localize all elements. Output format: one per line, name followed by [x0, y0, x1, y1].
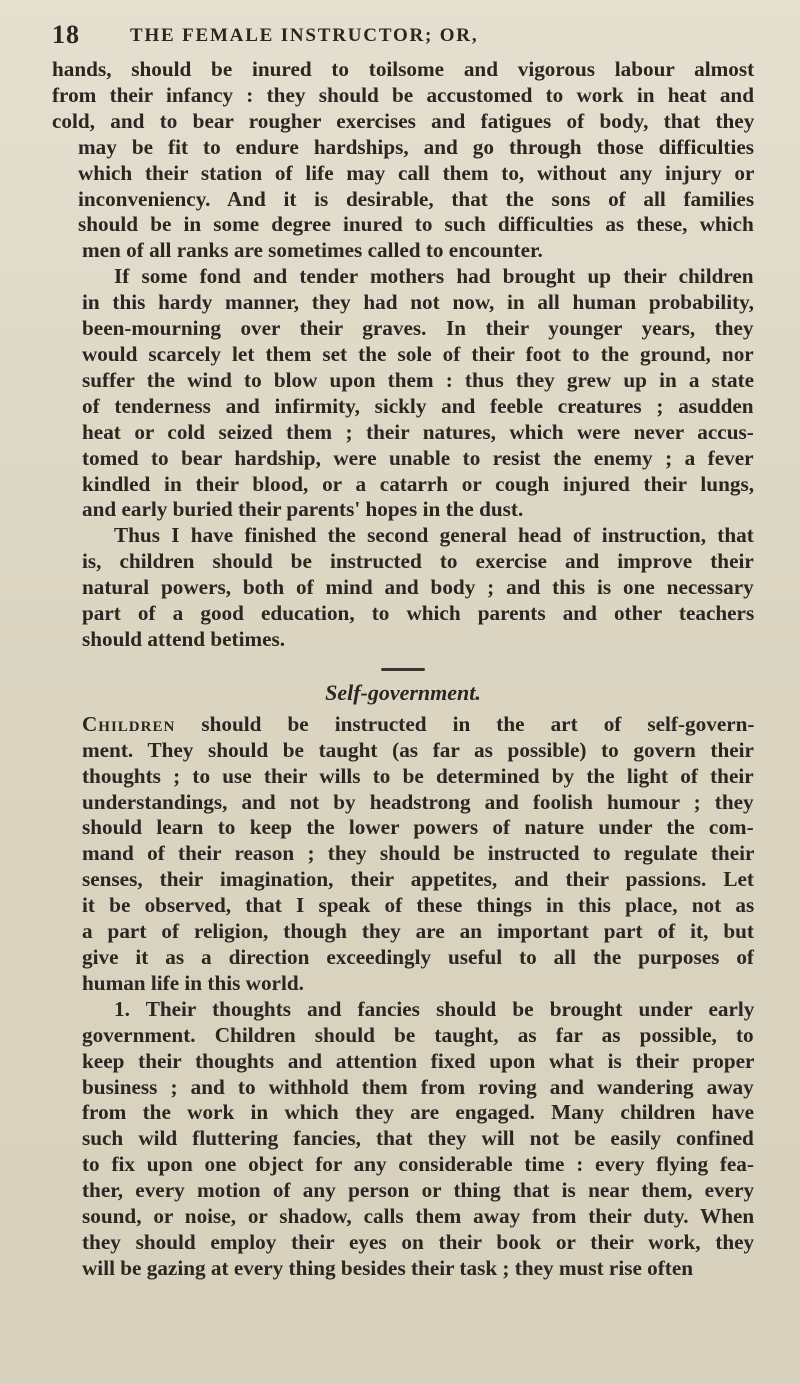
- text-line: natural powers, both of mind and body ; and this is one necessary: [82, 575, 754, 600]
- text-line: 1. Their thoughts and fancies should be brought under early: [114, 996, 755, 1021]
- text-line: in this hardy manner, they had not now, in all human probability,: [82, 290, 754, 315]
- paragraph-hardships: [52, 57, 754, 264]
- text-line: sound, or noise, or shadow, calls them away from their duty. When: [82, 1204, 755, 1229]
- section-title: Self-government.: [325, 679, 481, 705]
- text-line: would scarcely let them set the sole of their foot to the ground, nor: [82, 341, 754, 366]
- text-line: kindled in their blood, or a catarrh or cough injured their lungs,: [82, 471, 755, 496]
- paragraph-thoughts-fancies: [52, 997, 754, 1282]
- text-line: government. Children should be taught, as far as possible, to: [82, 1022, 754, 1047]
- page-number: 18: [52, 20, 80, 49]
- text-line: which their station of life may call them to, without any injury or: [78, 160, 755, 185]
- text-line: inconveniency. And it is desirable, that the sons of all families: [78, 186, 755, 211]
- text-line: should attend betimes.: [82, 626, 286, 651]
- text-line: men of all ranks are sometimes called to encounter.: [82, 238, 543, 263]
- text-line: may be fit to endure hardships, and go through those difficulties: [78, 134, 755, 159]
- text-line: senses, their imagination, their appetites, and their passions. Let: [82, 867, 754, 892]
- paragraph-self-government: [52, 712, 754, 997]
- text-line: such wild fluttering fancies, that they will not be easily confined: [82, 1126, 754, 1151]
- text-line: should learn to keep the lower powers of nature under the com-: [82, 815, 754, 840]
- text-line: been-mourning over their graves. In their younger years, they: [82, 316, 754, 341]
- text-line: from their infancy : they should be accustomed to work in heat and: [52, 82, 754, 107]
- text-line: it be observed, that I speak of these things in this place, not as: [82, 893, 755, 918]
- text-line: and early buried their parents' hopes in the dust.: [82, 497, 524, 522]
- paragraph-fond-mothers: [52, 264, 754, 523]
- text-line: mand of their reason ; they should be instructed to regulate their: [82, 841, 755, 866]
- lead-line-rest: should be instructed in the art of self-govern-: [201, 711, 755, 736]
- paragraph-second-head: [52, 523, 754, 653]
- running-head: THE FEMALE INSTRUCTOR; OR,: [130, 25, 479, 46]
- text-line: [52, 712, 754, 738]
- text-line: thoughts ; to use their wills to be determined by the light of their: [82, 763, 754, 788]
- text-line: business ; and to withhold them from roving and wandering away: [82, 1074, 754, 1099]
- lead-word: Children: [82, 711, 176, 736]
- text-line: cold, and to bear rougher exercises and fatigues of body, that they: [52, 108, 755, 133]
- text-line: give it as a direction exceedingly useful to all the purposes of: [82, 945, 754, 969]
- text-line: suffer the wind to blow upon them : thus they grew up in a state: [82, 367, 755, 392]
- text-line: is, children should be instructed to exercise and improve their: [82, 549, 754, 574]
- text-line: keep their thoughts and attention fixed upon what is their proper: [82, 1048, 755, 1073]
- text-line: of tenderness and infirmity, sickly and feeble creatures ; asudden: [82, 393, 754, 418]
- text-line: understandings, and not by headstrong and foolish humour ; they: [82, 789, 754, 814]
- text-line: If some fond and tender mothers had brought up their children: [114, 264, 754, 289]
- section-divider: [381, 668, 425, 671]
- page-header: [52, 18, 754, 52]
- text-line: from the work in which they are engaged. Many children have: [82, 1100, 755, 1125]
- text-line: they should employ their eyes on their book or their work, they: [82, 1229, 755, 1254]
- text-line: hands, should be inured to toilsome and vigorous labour almost: [52, 57, 755, 81]
- text-line: Thus I have finished the second general head of instruction, that: [114, 523, 754, 548]
- text-line: ment. They should be taught (as far as possible) to govern their: [82, 737, 754, 762]
- text-line: will be gazing at every thing besides their task ; they must rise often: [82, 1255, 694, 1280]
- text-line: tomed to bear hardship, were unable to resist the enemy ; a fever: [82, 445, 754, 470]
- text-line: should be in some degree inured to such difficulties as these, which: [78, 212, 754, 237]
- text-line: ther, every motion of any person or thing that is near them, every: [82, 1178, 755, 1203]
- text-line: to fix upon one object for any considerable time : every flying fea-: [82, 1152, 754, 1177]
- text-line: heat or cold seized them ; their natures, which were never accus-: [82, 419, 754, 444]
- text-line: a part of religion, though they are an important part of it, but: [82, 919, 754, 944]
- text-line: part of a good education, to which parents and other teachers: [82, 601, 755, 626]
- text-line: human life in this world.: [82, 970, 304, 995]
